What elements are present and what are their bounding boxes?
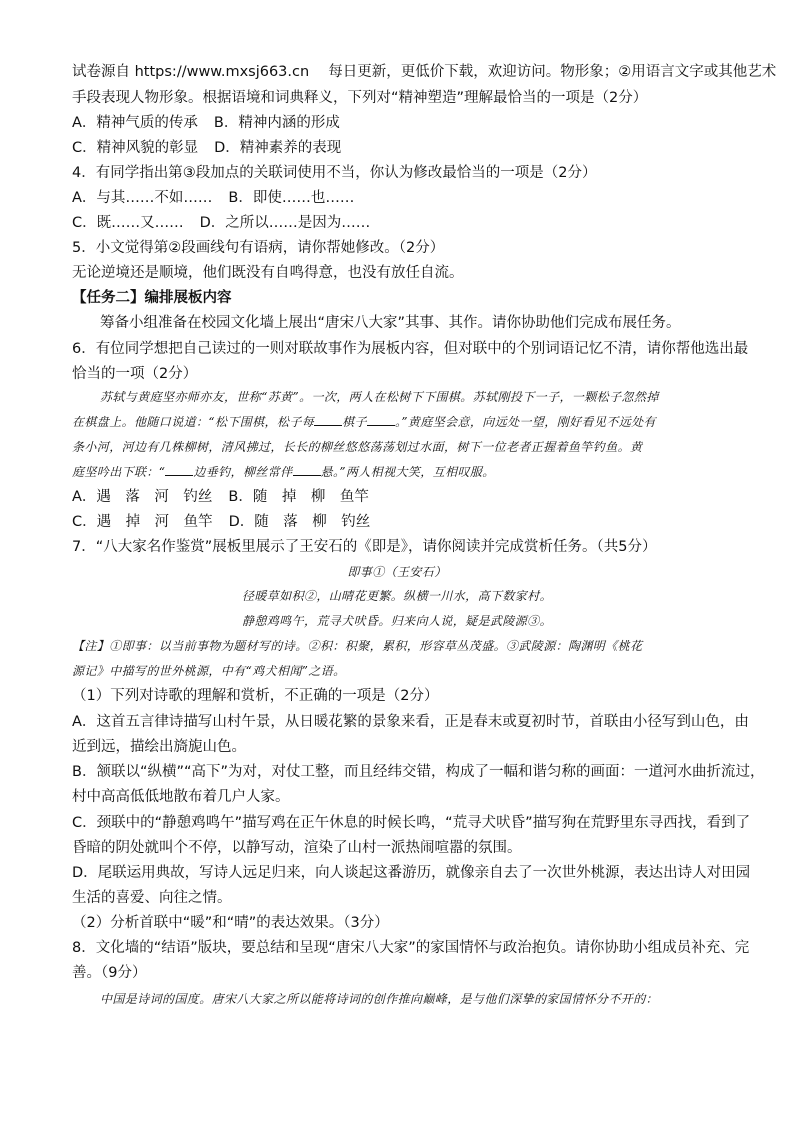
- fill-blank: [293, 463, 321, 476]
- fill-blank: [314, 413, 342, 426]
- q8-stem-cont: 善。（9分）: [72, 965, 147, 981]
- q4-option-d: D．之所以……是因为……: [199, 215, 371, 231]
- poem-notes-1: 【注】①即事：以当前事物为题材写的诗。②积：积聚，累积，形容草丛茂盛。③武陵源：陶渊明《桃花: [72, 639, 643, 653]
- q6-stem: 6．有位同学想把自己读过的一则对联故事作为展板内容，但对联中的个别词语记忆不清，请你帮他选出最: [72, 341, 749, 357]
- q6-option-b: B．随 掉 柳 鱼竿: [228, 489, 369, 505]
- poem-line-1: 径暖草如积②，山晴花更繁。纵横一川水，高下数家村。: [241, 589, 552, 603]
- q6-option-d: D．随 落 柳 钓丝: [228, 514, 371, 530]
- fill-blank: [165, 463, 193, 476]
- q7-option-b-cont: 村中高高低低地散布着几户人家。: [72, 789, 290, 805]
- q4-stem: 4．有同学指出第③段加点的关联词使用不当，你认为修改最恰当的一项是（2分）: [72, 165, 597, 181]
- q3-option-b: B．精神内涵的形成: [213, 115, 340, 131]
- q4-options-row1: [72, 188, 354, 208]
- q3-option-d: D．精神素养的表现: [214, 140, 342, 156]
- q3-options-row2: [72, 138, 341, 158]
- q7-2-stem: （2）分析首联中“暖”和“晴”的表达效果。（3分）: [72, 915, 389, 931]
- poem-title: 即事①（王安石）: [347, 565, 447, 579]
- q7-option-c-cont: 昏暗的阴处就叫个不停，以静写动，渲染了山村一派热闹喧嚣的氛围。: [72, 840, 522, 856]
- q8-stem: 8．文化墙的“结语”版块，要总结和呈现“唐宋八大家”的家国情怀与政治抱负。请你协助小组成员补充、完: [72, 940, 750, 956]
- q7-option-d: D．尾联运用典故，写诗人远足归来，向人谈起这番游历，就像亲自去了一次世外桃源，表达出诗人对田园: [72, 865, 751, 881]
- q4-option-b: B．即使……也……: [228, 190, 355, 206]
- q5-sentence: 无论逆境还是顺境，他们既没有自鸣得意，也没有放任自流。: [72, 265, 464, 281]
- story-line-1: 苏轼与黄庭坚亦师亦友，世称“苏黄”。一次，两人在松树下下围棋。苏轼刚投下一子，一颗松子忽然掉: [100, 390, 659, 404]
- q3-stem-cont: 手段表现人物形象。根据语境和词典释义，下列对“精神塑造”理解最恰当的一项是（2分）: [72, 90, 648, 106]
- q4-option-c: C．既……又……: [72, 215, 184, 231]
- task2-intro: 筹备小组准备在校园文化墙上展出“唐宋八大家”其事、其作。请你协助他们完成布展任务。: [100, 315, 681, 331]
- q4-option-a: A．与其……不如……: [72, 190, 213, 206]
- q7-option-a: A．这首五言律诗描写山村午景，从日暖花繁的景象来看，正是春末或夏初时节，首联由小径写到山色，由: [72, 714, 749, 730]
- q3-option-a: A．精神气质的传承: [72, 115, 198, 131]
- q7-option-c: C．颈联中的“静憩鸡鸣午”描写鸡在正午休息的时候长鸣，“荒寻犬吠昏”描写狗在荒野里东寻西找，看到了: [72, 815, 751, 831]
- q6-options-row1: [72, 487, 369, 507]
- poem-line-2: 静憩鸡鸣午，荒寻犬吠昏。归来向人说，疑是武陵源③。: [241, 614, 552, 628]
- story-line-3: 条小河，河边有几株柳树，清风拂过，长长的柳丝悠悠荡荡划过水面，树下一位老者正握着鱼竿钓鱼。黄: [72, 440, 643, 454]
- q6-option-a: A．遇 落 河 钓丝: [72, 489, 213, 505]
- story-line-4: 庭坚吟出下联：“ 边垂钓，柳丝常伴 悬。”两人相视大笑，互相叹服。: [72, 465, 495, 479]
- q7-option-d-cont: 生活的喜爱、向往之情。: [72, 890, 232, 906]
- poem-notes-2: 源记》中描写的世外桃源，中有“鸡犬相闻”之语。: [72, 664, 346, 678]
- q7-option-b: B．颔联以“纵横”“高下”为对，对仗工整，而且经纬交错，构成了一幅和谐匀称的画面：一道河水曲折流过，: [72, 764, 765, 780]
- q3-option-c: C．精神风貌的彰显: [72, 140, 199, 156]
- q7-option-a-cont: 近到远，描绘出旖旎山色。: [72, 739, 246, 755]
- q3-options-row1: [72, 113, 340, 133]
- task2-heading: 【任务二】编排展板内容: [72, 290, 232, 306]
- q7-stem: 7．“八大家名作鉴赏”展板里展示了王安石的《即是》，请你阅读并完成赏析任务。（共5分）: [72, 539, 657, 555]
- story-line-2: 在棋盘上。他随口说道：“松下围棋，松子每 棋子 。”黄庭坚会意，向远处一望，刚好看见不远处有: [72, 415, 656, 429]
- q7-1-stem: （1）下列对诗歌的理解和赏析，不正确的一项是（2分）: [72, 688, 439, 704]
- conclusion-line: 中国是诗词的国度。唐宋八大家之所以能将诗词的创作推向巅峰，是与他们深挚的家国情怀分不开的：: [100, 992, 659, 1006]
- fill-blank: [367, 413, 395, 426]
- q5-stem: 5．小文觉得第②段画线句有语病，请你帮她修改。（2分）: [72, 240, 445, 256]
- q6-option-c: C．遇 掉 河 鱼竿: [72, 514, 213, 530]
- source-line: 试卷源自 https://www.mxsj663.cn 每日更新，更低价下载，欢迎访问。物形象；②用语言文字或其他艺术: [72, 64, 777, 80]
- q6-stem-cont: 恰当的一项（2分）: [72, 366, 198, 382]
- q6-options-row2: [72, 512, 370, 532]
- q4-options-row2: [72, 213, 370, 233]
